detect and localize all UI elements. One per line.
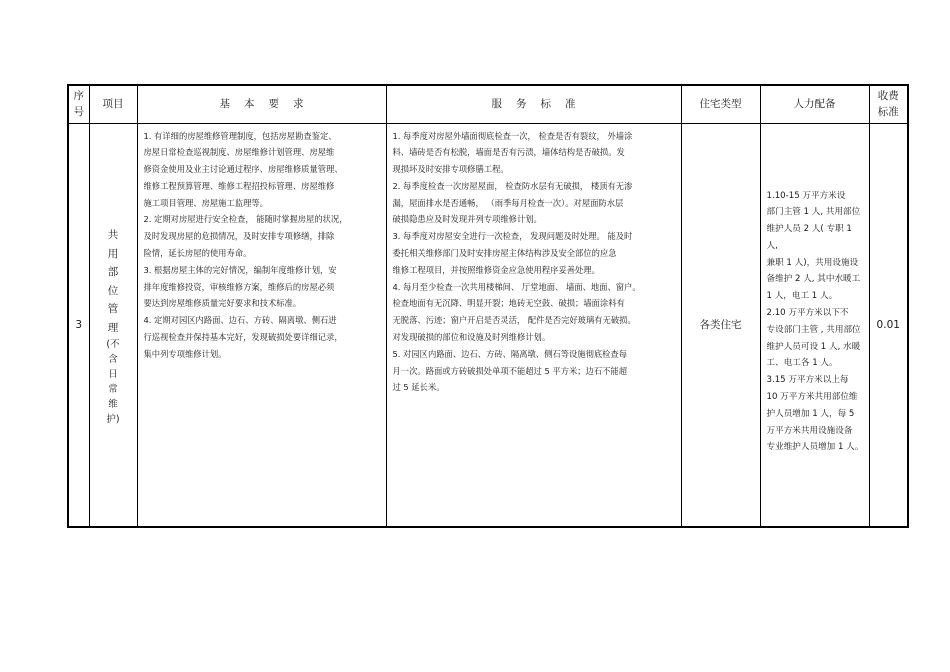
header-service-standards: 服务标准 xyxy=(386,85,681,123)
item-note: (不含日常维护) xyxy=(106,339,120,426)
service-standards-cell xyxy=(386,123,681,527)
housing-type: 各类住宅 xyxy=(681,123,760,527)
header-basic-requirements: 基本要求 xyxy=(137,85,386,123)
header-staffing: 人力配备 xyxy=(760,85,869,123)
header-fee-standard: 收费标准 xyxy=(869,85,908,123)
item-name-cell xyxy=(89,123,137,527)
data-row xyxy=(68,123,908,527)
service-standards-text: 1. 每季度对房屋外墙面彻底检查一次， 检查是否有裂纹， 外墙涂 料、墙砖是否有松脱，墙面是否有污渍，墙体结构是否破损。发 现损坏及时安排专项修膳工程。 2. 每季度检查一次房屋屋面， 检查防水层有无破损， 楼顶有无渗 漏，屋面排水是否通畅， （雨季每月检查一次）。对屋面防水层 破损隐患应及时发现并列专项维修计划。 3. 每季度对房屋安全进行一次检查， 发现问题及时处理。 能及时 委托相关维修部门及时安排房屋主体结构涉及安全部位的应急 维修工程项目，并按照维修资金应急使用程序妥善处理。 4. 每月至少检查一次共用楼梯间、 厅堂地面、 墙面、地面、窗户。 检查地面有无沉降、明显开裂；地砖无空鼓、破损；墙面涂料有 无脱落、污迹；窗户开启是否灵活， 配件是否完好玻璃有无破损。 对发现破损的部位和设施及时列维修计划。 5. 对园区内路面、边石、方砖、隔离墩、侧石等设施彻底检查每 月一次。路面或方砖破损处单项不能超过 5 平方米；边石不能超 过 5 延长米。 xyxy=(392,130,641,393)
property-management-standards-table xyxy=(67,84,909,528)
basic-requirements-text: 1. 有详细的房屋维修管理制度，包括房屋勘查鉴定、 房屋日常检查巡视制度、房屋维修计划管理、房屋维 修资金使用及业主讨论通过程序、房屋维修质量管理、 维修工程预算管理、维修工程招投标管理、房屋维修 施工项目管理、房屋施工监理等。 2. 定期对房屋进行安全检查， 能随时掌握房屋的状况， 及时发现房屋的危损情况，及时安排专项修缮，排除 险情，延长房屋的使用寿命。 3. 根据房屋主体的完好情况，编制年度维修计划，安 排年度维修投资，审核维修方案，维修后的房屋必须 要达到房屋维修质量完好要求和技术标准。 4. 定期对园区内路面、边石、方砖、隔离墩、侧石进 行巡视检查并保持基本完好，发现破损处要详细记录， 集中列专项维修计划。 xyxy=(143,130,348,359)
basic-requirements-cell xyxy=(137,123,386,527)
header-item: 项目 xyxy=(89,85,137,123)
header-no: 序号 xyxy=(68,85,89,123)
row-number: 3 xyxy=(68,123,89,527)
item-name: 共用部位管理 xyxy=(107,229,119,334)
fee-value: 0.01 xyxy=(869,123,908,527)
staffing-cell xyxy=(760,123,869,527)
header-row xyxy=(68,85,908,123)
header-housing-type: 住宅类型 xyxy=(681,85,760,123)
staffing-text: 1.10-15 万平方米设 部门主管 1 人, 共用部位 维护人员 2 人( 专职 1 人, 兼职 1 人)，共用设施设 备维护 2 人, 其中水暖工 1 人，电工 1 人。 2.10 万平方米以下不 专设部门主管 , 共用部位 维护人员可设 1 人, 水暖 工、电工各 1 人。 3.15 万平方米以上每 10 万平方米共用部位维 护人员增加 1 人，每 5 万平方米共用设施设备 专业维护人员增加 1 人。 xyxy=(766,190,864,453)
